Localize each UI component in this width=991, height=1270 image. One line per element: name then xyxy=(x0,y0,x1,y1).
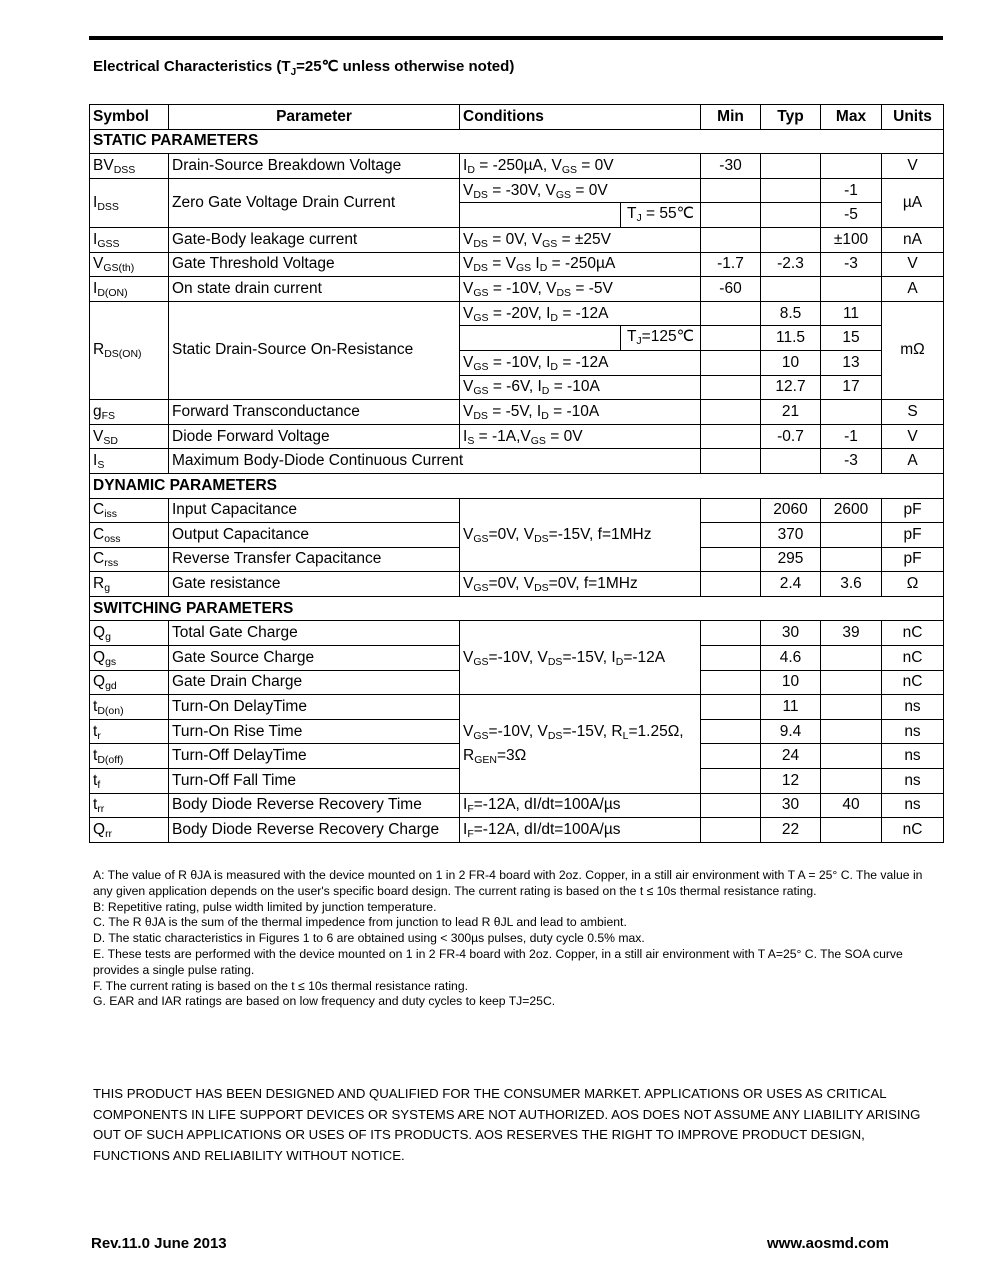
section-row: STATIC PARAMETERS xyxy=(90,129,944,154)
conditions-cell: $V_{GS} = -20V$, $I_D = -12A$ xyxy=(460,301,701,326)
symbol-cell: $I_{D(ON)}$ xyxy=(90,277,169,302)
max-cell: 3.6 xyxy=(821,572,882,597)
symbol-cell: $t_{rr}$ xyxy=(90,793,169,818)
conditions-cell: $V_{GS}=-10V$, $V_{DS}=-15V$, $R_L=1.25\Omega$, $R_{GEN}=3\Omega$ xyxy=(460,695,701,793)
unit-cell: µA xyxy=(882,178,944,227)
max-cell: -1 xyxy=(821,178,882,203)
parameter-cell: Body Diode Reverse Recovery Time xyxy=(169,793,460,818)
min-cell: -60 xyxy=(701,277,761,302)
max-cell: 39 xyxy=(821,621,882,646)
symbol-cell: $Q_{gs}$ xyxy=(90,646,169,671)
table-row xyxy=(90,252,944,277)
table-row xyxy=(90,178,944,203)
typ-cell: 21 xyxy=(761,400,821,425)
typ-cell: 11.5 xyxy=(761,326,821,351)
max-cell: 40 xyxy=(821,793,882,818)
parameter-cell: Static Drain-Source On-Resistance xyxy=(169,301,460,399)
table-row xyxy=(90,424,944,449)
parameter-cell: Gate resistance xyxy=(169,572,460,597)
typ-cell: 295 xyxy=(761,547,821,572)
section-row: DYNAMIC PARAMETERS xyxy=(90,473,944,498)
symbol-cell: $BV_{DSS}$ xyxy=(90,154,169,179)
max-cell: -3 xyxy=(821,252,882,277)
website-link[interactable]: www.aosmd.com xyxy=(767,1235,889,1252)
conditions-cell: $V_{DS} = -30V$, $V_{GS} = 0V$ xyxy=(460,178,701,203)
parameter-cell: On state drain current xyxy=(169,277,460,302)
symbol-cell: $Q_{gd}$ xyxy=(90,670,169,695)
col-conditions: Conditions xyxy=(460,105,701,130)
symbol-cell: $C_{iss}$ xyxy=(90,498,169,523)
unit-cell: V xyxy=(882,252,944,277)
unit-cell: mΩ xyxy=(882,301,944,399)
max-cell: -1 xyxy=(821,424,882,449)
symbol-cell: $g_{FS}$ xyxy=(90,400,169,425)
table-row xyxy=(90,400,944,425)
table-row xyxy=(90,277,944,302)
table-row xyxy=(90,621,944,646)
unit-cell: nA xyxy=(882,227,944,252)
typ-cell: 370 xyxy=(761,523,821,548)
unit-cell: pF xyxy=(882,523,944,548)
conditions-cell: $I_F=-12A$, dI/dt=100A/µs xyxy=(460,793,701,818)
typ-cell: 2060 xyxy=(761,498,821,523)
parameter-cell: Drain-Source Breakdown Voltage xyxy=(169,154,460,179)
conditions-cell: $V_{GS}=-10V$, $V_{DS}=-15V$, $I_D=-12A$ xyxy=(460,621,701,695)
unit-cell: nC xyxy=(882,646,944,671)
conditions-cell: $I_S = -1A,V_{GS} = 0V$ xyxy=(460,424,701,449)
typ-cell: 22 xyxy=(761,818,821,843)
footnote: F. The current rating is based on the t ≤ 10s thermal resistance rating. xyxy=(93,978,468,993)
table-row xyxy=(90,572,944,597)
unit-cell: pF xyxy=(882,547,944,572)
max-cell: 15 xyxy=(821,326,882,351)
typ-cell: 10 xyxy=(761,670,821,695)
unit-cell: nC xyxy=(882,621,944,646)
top-rule xyxy=(89,36,943,40)
unit-cell: nC xyxy=(882,818,944,843)
disclaimer: THIS PRODUCT HAS BEEN DESIGNED AND QUALIFIED FOR THE CONSUMER MARKET. APPLICATIONS OR USES AS CRITICAL COMPONENTS IN LIFE SUPPORT DEVICES OR SYSTEMS ARE NOT AUTHORIZED. AOS DOES NOT ASSUME ANY LIABILITY ARISING OUT OF SUCH APPLICATIONS OR USES OF ITS PRODUCTS. AOS RESERVES THE RIGHT TO IMPROVE PRODUCT DESIGN, FUNCTIONS AND RELIABILITY WITHOUT NOTICE. xyxy=(93,1086,921,1163)
parameter-cell: Gate Source Charge xyxy=(169,646,460,671)
footnotes xyxy=(93,868,933,1010)
conditions-cell xyxy=(460,203,701,228)
parameter-cell: Diode Forward Voltage xyxy=(169,424,460,449)
conditions-cell: $V_{GS}=0V$, $V_{DS}=0V$, f=1MHz xyxy=(460,572,701,597)
parameter-cell: Total Gate Charge xyxy=(169,621,460,646)
parameter-cell: Gate Drain Charge xyxy=(169,670,460,695)
max-cell xyxy=(821,154,882,179)
symbol-cell: $C_{rss}$ xyxy=(90,547,169,572)
conditions-cell: $V_{DS} = 0V$, $V_{GS} = \pm 25V$ xyxy=(460,227,701,252)
parameter-cell: Turn-Off Fall Time xyxy=(169,769,460,794)
unit-cell: ns xyxy=(882,793,944,818)
unit-cell: ns xyxy=(882,719,944,744)
conditions-cell: $V_{GS}=0V$, $V_{DS}=-15V$, f=1MHz xyxy=(460,498,701,572)
typ-cell: -0.7 xyxy=(761,424,821,449)
conditions-cell: $V_{DS} = -5V$, $I_D = -10A$ xyxy=(460,400,701,425)
typ-cell: 30 xyxy=(761,793,821,818)
footnote: E. These tests are performed with the device mounted on 1 in 2 FR-4 board with 2oz. Copper, in a still air environment with T A=25° C. The SOA curve provides a single pulse rating. xyxy=(93,946,903,977)
table-row xyxy=(90,154,944,179)
parameter-cell: Maximum Body-Diode Continuous Current xyxy=(169,449,701,474)
unit-cell: S xyxy=(882,400,944,425)
tj-condition: $T_J=125℃$ xyxy=(620,326,700,351)
min-cell: -1.7 xyxy=(701,252,761,277)
symbol-cell: $R_{DS(ON)}$ xyxy=(90,301,169,399)
unit-cell: A xyxy=(882,449,944,474)
table-row xyxy=(90,818,944,843)
conditions-cell: $V_{GS} = -10V$, $I_D = -12A$ xyxy=(460,350,701,375)
typ-cell: 4.6 xyxy=(761,646,821,671)
col-min: Min xyxy=(701,105,761,130)
parameter-cell: Turn-On Rise Time xyxy=(169,719,460,744)
max-cell: 2600 xyxy=(821,498,882,523)
conditions-cell: $V_{GS} = -10V$, $V_{DS} = -5V$ xyxy=(460,277,701,302)
parameter-cell: Zero Gate Voltage Drain Current xyxy=(169,178,460,227)
symbol-cell: $t_{D(off)}$ xyxy=(90,744,169,769)
table-header-row xyxy=(90,105,944,130)
table-row xyxy=(90,793,944,818)
conditions-cell: $V_{DS} = V_{GS}$ $I_D = -250\mu A$ xyxy=(460,252,701,277)
symbol-cell: $I_{DSS}$ xyxy=(90,178,169,227)
symbol-cell: $Q_{rr}$ xyxy=(90,818,169,843)
symbol-cell: $C_{oss}$ xyxy=(90,523,169,548)
col-typ: Typ xyxy=(761,105,821,130)
typ-cell: 11 xyxy=(761,695,821,720)
typ-cell: 8.5 xyxy=(761,301,821,326)
typ-cell: 10 xyxy=(761,350,821,375)
table-row xyxy=(90,498,944,523)
unit-cell: ns xyxy=(882,695,944,720)
symbol-cell: $V_{GS(th)}$ xyxy=(90,252,169,277)
tj-condition: $T_J$ = 55℃ xyxy=(620,203,700,228)
symbol-cell: $t_{D(on)}$ xyxy=(90,695,169,720)
unit-cell: ns xyxy=(882,744,944,769)
symbol-cell: $R_g$ xyxy=(90,572,169,597)
symbol-cell: $t_f$ xyxy=(90,769,169,794)
table-row xyxy=(90,695,944,720)
table-row xyxy=(90,227,944,252)
parameter-cell: Body Diode Reverse Recovery Charge xyxy=(169,818,460,843)
footnote: D. The static characteristics in Figures 1 to 6 are obtained using < 300µs pulses, duty cycle 0.5% max. xyxy=(93,931,645,946)
typ-cell: -2.3 xyxy=(761,252,821,277)
unit-cell: ns xyxy=(882,769,944,794)
parameter-cell: Turn-On DelayTime xyxy=(169,695,460,720)
col-max: Max xyxy=(821,105,882,130)
typ-cell: 9.4 xyxy=(761,719,821,744)
parameter-cell: Gate-Body leakage current xyxy=(169,227,460,252)
max-cell: 13 xyxy=(821,350,882,375)
symbol-cell: $V_{SD}$ xyxy=(90,424,169,449)
symbol-cell: $t_r$ xyxy=(90,719,169,744)
conditions-cell: $V_{GS} = -6V$, $I_D = -10A$ xyxy=(460,375,701,400)
typ-cell: 12.7 xyxy=(761,375,821,400)
symbol-cell: $I_{GSS}$ xyxy=(90,227,169,252)
unit-cell: nC xyxy=(882,670,944,695)
col-units: Units xyxy=(882,105,944,130)
section-row: SWITCHING PARAMETERS xyxy=(90,596,944,621)
col-parameter: Parameter xyxy=(169,105,460,130)
typ-cell: 24 xyxy=(761,744,821,769)
unit-cell: pF xyxy=(882,498,944,523)
typ-cell xyxy=(761,154,821,179)
unit-cell: V xyxy=(882,154,944,179)
conditions-cell: $I_D = -250\mu A$, $V_{GS} = 0V$ xyxy=(460,154,701,179)
parameter-cell: Forward Transconductance xyxy=(169,400,460,425)
table-row xyxy=(90,449,944,474)
footnote: B: Repetitive rating, pulse width limited by junction temperature. xyxy=(93,899,437,914)
typ-cell: 2.4 xyxy=(761,572,821,597)
max-cell: ±100 xyxy=(821,227,882,252)
max-cell: -5 xyxy=(821,203,882,228)
conditions-cell xyxy=(460,326,701,351)
typ-cell: 30 xyxy=(761,621,821,646)
unit-cell: A xyxy=(882,277,944,302)
page-title: Electrical Characteristics ($T_J=25℃$ unless otherwise noted) xyxy=(93,58,515,78)
typ-cell: 12 xyxy=(761,769,821,794)
max-cell: 17 xyxy=(821,375,882,400)
parameter-cell: Reverse Transfer Capacitance xyxy=(169,547,460,572)
max-cell: -3 xyxy=(821,449,882,474)
parameter-cell: Input Capacitance xyxy=(169,498,460,523)
parameter-cell: Turn-Off DelayTime xyxy=(169,744,460,769)
symbol-cell: $I_S$ xyxy=(90,449,169,474)
unit-cell: V xyxy=(882,424,944,449)
footnote: A: The value of R θJA is measured with the device mounted on 1 in 2 FR-4 board with 2oz. Copper, in a still air environment with T A = 25° C. The value in any given application depends on the user's specific board design. The current rating is based on the t ≤ 10s thermal resistance rating. xyxy=(93,868,923,898)
footnote: G. EAR and IAR ratings are based on low frequency and duty cycles to keep TJ=25C. xyxy=(93,994,556,1009)
table-row xyxy=(90,301,944,326)
footnote: C. The R θJA is the sum of the thermal impedence from junction to lead R θJL and lead to ambient. xyxy=(93,915,627,930)
min-cell: -30 xyxy=(701,154,761,179)
revision-label: Rev.11.0 June 2013 xyxy=(91,1235,227,1252)
col-symbol: Symbol xyxy=(90,105,169,130)
unit-cell: Ω xyxy=(882,572,944,597)
max-cell: 11 xyxy=(821,301,882,326)
parameter-cell: Output Capacitance xyxy=(169,523,460,548)
conditions-cell: $I_F=-12A$, dI/dt=100A/µs xyxy=(460,818,701,843)
electrical-characteristics-table xyxy=(89,104,944,843)
parameter-cell: Gate Threshold Voltage xyxy=(169,252,460,277)
symbol-cell: $Q_g$ xyxy=(90,621,169,646)
